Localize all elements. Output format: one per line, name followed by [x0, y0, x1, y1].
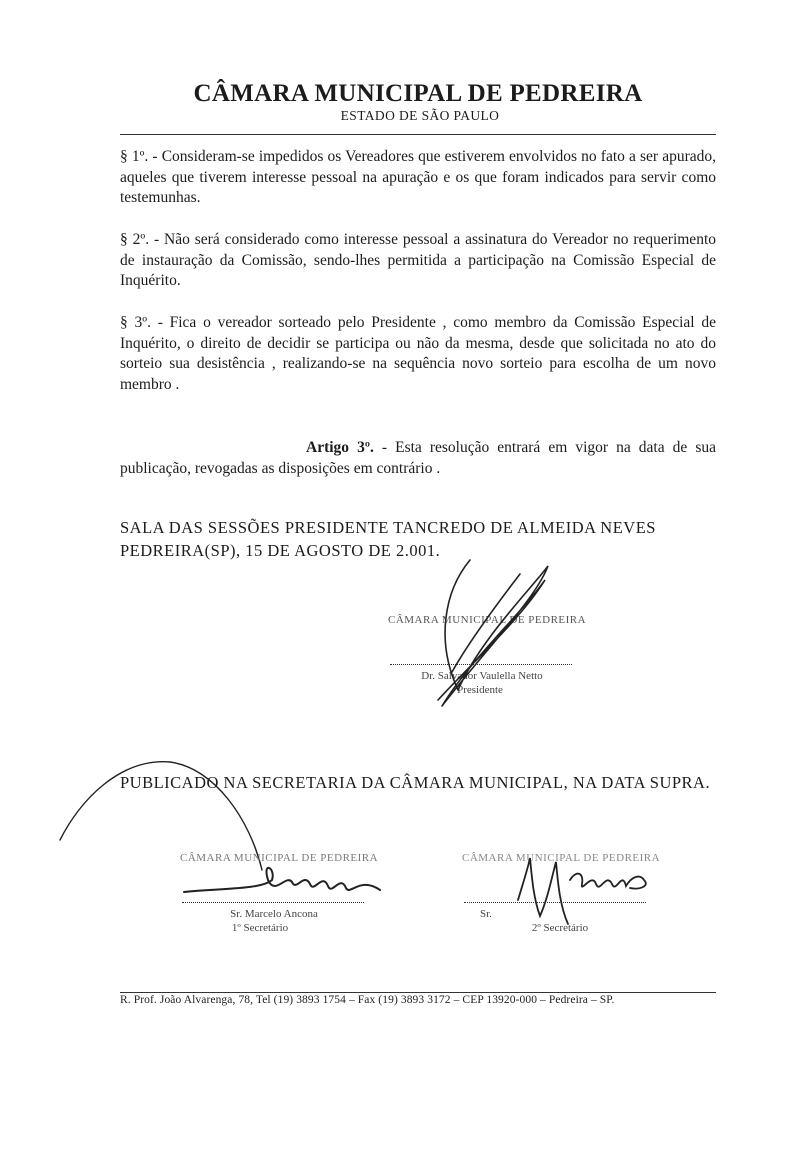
president-name: Dr. Salvador Vaulella Netto — [421, 670, 543, 682]
secretary-1-role: 1º Secretário — [231, 922, 289, 934]
paragraph-2-label: § 2º. — [120, 231, 150, 248]
president-stamp: CÂMARA MUNICIPAL DE PEDREIRA — [388, 614, 587, 626]
secretary-2-stamp: CÂMARA MUNICIPAL DE PEDREIRA — [462, 852, 661, 864]
footer-address: R. Prof. João Alvarenga, 78, Tel (19) 3893 1754 – Fax (19) 3893 3172 – CEP 13920-000 – Pedreira – SP. — [120, 994, 615, 1006]
secretary-1-stamp: CÂMARA MUNICIPAL DE PEDREIRA — [180, 852, 379, 864]
paragraph-2-text: - Não será considerado como interesse pessoal a assinatura do Vereador no requerimento de instauração da Comissão, sendo-lhes permitida a participação na Comissão Especial de Inquérito. — [120, 231, 716, 289]
document-subtitle: ESTADO DE SÃO PAULO — [340, 108, 500, 123]
secretary-1-name: Sr. Marcelo Ancona — [230, 908, 318, 920]
article-3-text: - Esta resolução entrará em vigor na data de sua publicação, revogadas as disposições em contrário . — [120, 439, 716, 477]
secretary-2-name: Sr. — [480, 908, 492, 920]
paragraph-3-text: - Fica o vereador sorteado pelo Presidente , como membro da Comissão Especial de Inquérito, o direito de decidir se participa ou não da mesma, desde que solicitada no ato do sorteio sua desistência , realizando-se na sequência novo sorteio para escolha de um novo membro . — [120, 314, 716, 393]
paragraph-1-label: § 1º. — [120, 148, 149, 165]
session-line-2: PEDREIRA(SP), 15 DE AGOSTO DE 2.001. — [120, 541, 441, 560]
session-line-1: SALA DAS SESSÕES PRESIDENTE TANCREDO DE ALMEIDA NEVES — [120, 518, 656, 537]
secretary-2-role: 2º Secretário — [531, 922, 589, 934]
footer-divider — [120, 992, 716, 993]
article-3-label: Artigo 3º. — [306, 439, 374, 456]
paragraph-1-text: - Consideram-se impedidos os Vereadores que estiverem envolvidos no fato a ser apurado, aqueles que tiverem interesse pessoal na apuração e os que foram indicados para servir como testemunhas. — [120, 148, 716, 206]
paragraph-3-label: § 3º. — [120, 314, 151, 331]
publication-notice: PUBLICADO NA SECRETARIA DA CÂMARA MUNICIPAL, NA DATA SUPRA. — [120, 773, 711, 792]
president-role: Presidente — [457, 684, 503, 696]
document-title: CÂMARA MUNICIPAL DE PEDREIRA — [193, 80, 643, 107]
